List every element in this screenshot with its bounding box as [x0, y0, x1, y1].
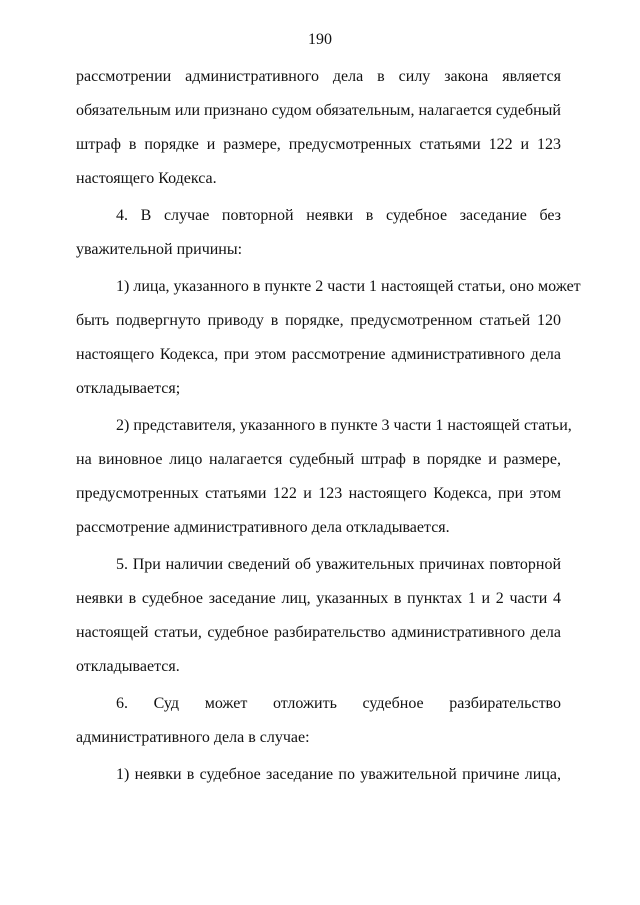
- text-line: 6. Суд может отложить судебное разбирательство: [116, 695, 561, 712]
- paragraph-continuation: [76, 65, 561, 201]
- text-line: настоящего Кодекса, при этом рассмотрение административного дела: [76, 346, 561, 363]
- paragraph-item-4-1: [76, 275, 581, 411]
- page-number: 190: [308, 31, 332, 48]
- paragraph-item-5: [76, 553, 561, 689]
- text-line: настоящей статьи, судебное разбирательство административного дела: [76, 624, 561, 641]
- text-line: настоящего Кодекса.: [76, 170, 217, 187]
- paragraph-item-6-1: [76, 763, 561, 797]
- text-line: рассмотрении административного дела в силу закона является: [76, 68, 561, 85]
- document-body: [76, 65, 581, 797]
- paragraph-item-6: [76, 692, 561, 760]
- text-line: 1) неявки в судебное заседание по уважительной причине лица,: [116, 766, 561, 783]
- text-line: 2) представителя, указанного в пункте 3 части 1 настоящей статьи,: [116, 417, 572, 434]
- text-line: откладывается.: [76, 658, 180, 675]
- text-line: откладывается;: [76, 380, 181, 397]
- text-line: предусмотренных статьями 122 и 123 настоящего Кодекса, при этом: [76, 485, 561, 502]
- text-line: обязательным или признано судом обязательным, налагается судебный: [76, 102, 561, 119]
- text-line: уважительной причины:: [76, 241, 243, 258]
- text-line: штраф в порядке и размере, предусмотренных статьями 122 и 123: [76, 136, 561, 153]
- text-line: рассмотрение административного дела откладывается.: [76, 519, 450, 536]
- text-line: 1) лица, указанного в пункте 2 части 1 настоящей статьи, оно может: [116, 278, 581, 295]
- text-line: 4. В случае повторной неявки в судебное заседание без: [116, 207, 561, 224]
- text-line: быть подвергнуто приводу в порядке, предусмотренном статьей 120: [76, 312, 561, 329]
- text-line: неявки в судебное заседание лиц, указанных в пунктах 1 и 2 части 4: [76, 590, 561, 607]
- text-line: на виновное лицо налагается судебный штраф в порядке и размере,: [76, 451, 561, 468]
- text-line: административного дела в случае:: [76, 729, 310, 746]
- paragraph-item-4: [76, 204, 561, 272]
- paragraph-item-4-2: [76, 414, 572, 550]
- text-line: 5. При наличии сведений об уважительных причинах повторной: [116, 556, 561, 573]
